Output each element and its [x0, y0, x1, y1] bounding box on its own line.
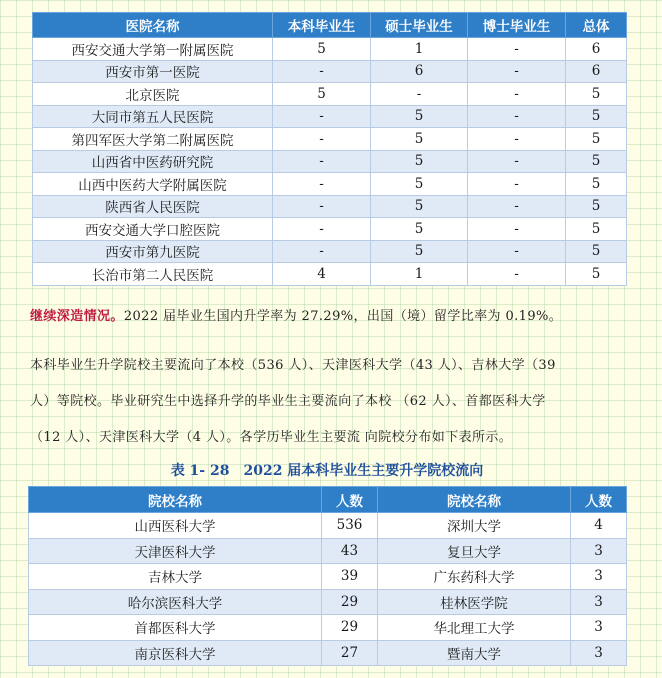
bachelor-count-cell: -: [273, 105, 371, 128]
school-count-cell: 3: [571, 538, 627, 564]
total-count-cell: 5: [566, 240, 627, 263]
master-count-cell: 5: [371, 218, 468, 241]
doctor-count-cell: -: [468, 60, 566, 83]
table-row: [33, 128, 627, 151]
school-name-cell: 吉林大学: [29, 564, 322, 590]
doctor-count-cell: -: [468, 105, 566, 128]
hospital-name-cell: 西安交通大学口腔医院: [33, 218, 273, 241]
doctor-count-cell: -: [468, 83, 566, 106]
school-count-cell: 27: [322, 640, 378, 666]
bachelor-count-cell: -: [273, 60, 371, 83]
hospital-name-cell: 山西中医药大学附属医院: [33, 173, 273, 196]
bachelor-count-cell: 5: [273, 83, 371, 106]
school-count-cell: 43: [322, 538, 378, 564]
master-count-cell: 1: [371, 263, 468, 286]
table-row: [33, 105, 627, 128]
header-hospital-name: 医院名称: [33, 13, 273, 38]
bachelor-count-cell: 5: [273, 38, 371, 61]
doctor-count-cell: -: [468, 195, 566, 218]
table-row: [29, 640, 627, 666]
doctor-count-cell: -: [468, 128, 566, 151]
school-name-cell: 桂林医学院: [378, 589, 571, 615]
school-name-cell: 首都医科大学: [29, 615, 322, 641]
doctor-count-cell: -: [468, 218, 566, 241]
total-count-cell: 5: [566, 128, 627, 151]
header-school-name-right: 院校名称: [378, 487, 571, 513]
school-name-cell: 华北理工大学: [378, 615, 571, 641]
school-count-cell: 29: [322, 589, 378, 615]
total-count-cell: 5: [566, 195, 627, 218]
table-header-row: [29, 487, 627, 513]
master-count-cell: 5: [371, 240, 468, 263]
school-name-cell: 广东药科大学: [378, 564, 571, 590]
table-row: [33, 173, 627, 196]
table-row: [29, 615, 627, 641]
bachelor-count-cell: -: [273, 128, 371, 151]
master-count-cell: 5: [371, 173, 468, 196]
doctor-count-cell: -: [468, 263, 566, 286]
total-count-cell: 6: [566, 38, 627, 61]
hospital-name-cell: 陕西省人民医院: [33, 195, 273, 218]
school-name-cell: 天津医科大学: [29, 538, 322, 564]
school-count-cell: 3: [571, 615, 627, 641]
total-count-cell: 5: [566, 263, 627, 286]
header-master: 硕士毕业生: [371, 13, 468, 38]
bachelor-count-cell: -: [273, 240, 371, 263]
master-count-cell: 6: [371, 60, 468, 83]
school-flow-table: [28, 486, 627, 666]
header-bachelor: 本科毕业生: [273, 13, 371, 38]
table-header-row: [33, 13, 627, 38]
master-count-cell: 5: [371, 150, 468, 173]
bachelor-count-cell: -: [273, 173, 371, 196]
doctor-count-cell: -: [468, 240, 566, 263]
school-name-cell: 山西医科大学: [29, 513, 322, 539]
table-row: [33, 60, 627, 83]
school-name-cell: 深圳大学: [378, 513, 571, 539]
table-row: [33, 150, 627, 173]
total-count-cell: 5: [566, 150, 627, 173]
school-count-cell: 3: [571, 589, 627, 615]
flow-paragraph-line-1: 本科毕业生升学院校主要流向了本校（536 人）、天津医科大学（43 人）、吉林大学（39: [30, 358, 556, 373]
school-name-cell: 暨南大学: [378, 640, 571, 666]
header-doctor: 博士毕业生: [468, 13, 566, 38]
hospital-name-cell: 长治市第二人民医院: [33, 263, 273, 286]
master-count-cell: 5: [371, 128, 468, 151]
table-caption: 表 1- 28 2022 届本科毕业生主要升学院校流向: [170, 463, 484, 479]
school-count-cell: 3: [571, 564, 627, 590]
table-row: [29, 513, 627, 539]
table-row: [33, 195, 627, 218]
table-row: [33, 263, 627, 286]
table-row: [33, 240, 627, 263]
master-count-cell: 1: [371, 38, 468, 61]
total-count-cell: 5: [566, 105, 627, 128]
flow-paragraph-line-2: 人）等院校。毕业研究生中选择升学的毕业生主要流向了本校 （62 人）、首都医科大学: [30, 394, 546, 409]
hospital-name-cell: 第四军医大学第二附属医院: [33, 128, 273, 151]
hospital-name-cell: 西安市第一医院: [33, 60, 273, 83]
total-count-cell: 5: [566, 173, 627, 196]
table-row: [29, 589, 627, 615]
hospital-name-cell: 山西省中医药研究院: [33, 150, 273, 173]
hospital-name-cell: 北京医院: [33, 83, 273, 106]
doctor-count-cell: -: [468, 38, 566, 61]
bachelor-count-cell: -: [273, 218, 371, 241]
school-name-cell: 哈尔滨医科大学: [29, 589, 322, 615]
further-study-text: 2022 届毕业生国内升学率为 27.29%，出国（境）留学比率为 0.19%。: [123, 309, 563, 324]
school-count-cell: 3: [571, 640, 627, 666]
header-count-right: 人数: [571, 487, 627, 513]
school-count-cell: 29: [322, 615, 378, 641]
header-total: 总体: [566, 13, 627, 38]
hospital-employment-table: [32, 12, 627, 286]
hospital-name-cell: 西安交通大学第一附属医院: [33, 38, 273, 61]
hospital-name-cell: 西安市第九医院: [33, 240, 273, 263]
school-name-cell: 南京医科大学: [29, 640, 322, 666]
master-count-cell: -: [371, 83, 468, 106]
school-count-cell: 4: [571, 513, 627, 539]
header-school-name-left: 院校名称: [29, 487, 322, 513]
school-count-cell: 39: [322, 564, 378, 590]
school-name-cell: 复旦大学: [378, 538, 571, 564]
bachelor-count-cell: -: [273, 195, 371, 218]
further-study-paragraph: [30, 305, 562, 324]
bachelor-count-cell: 4: [273, 263, 371, 286]
doctor-count-cell: -: [468, 173, 566, 196]
header-count-left: 人数: [322, 487, 378, 513]
table-row: [29, 564, 627, 590]
master-count-cell: 5: [371, 195, 468, 218]
table-row: [33, 38, 627, 61]
table-row: [29, 538, 627, 564]
table-row: [33, 83, 627, 106]
school-count-cell: 536: [322, 513, 378, 539]
total-count-cell: 5: [566, 218, 627, 241]
further-study-heading: 继续深造情况。: [30, 309, 124, 324]
doctor-count-cell: -: [468, 150, 566, 173]
flow-paragraph-line-3: （12 人）、天津医科大学（4 人）。各学历毕业生主要流 向院校分布如下表所示。: [30, 430, 513, 445]
master-count-cell: 5: [371, 105, 468, 128]
hospital-name-cell: 大同市第五人民医院: [33, 105, 273, 128]
table-row: [33, 218, 627, 241]
total-count-cell: 5: [566, 83, 627, 106]
total-count-cell: 6: [566, 60, 627, 83]
bachelor-count-cell: -: [273, 150, 371, 173]
